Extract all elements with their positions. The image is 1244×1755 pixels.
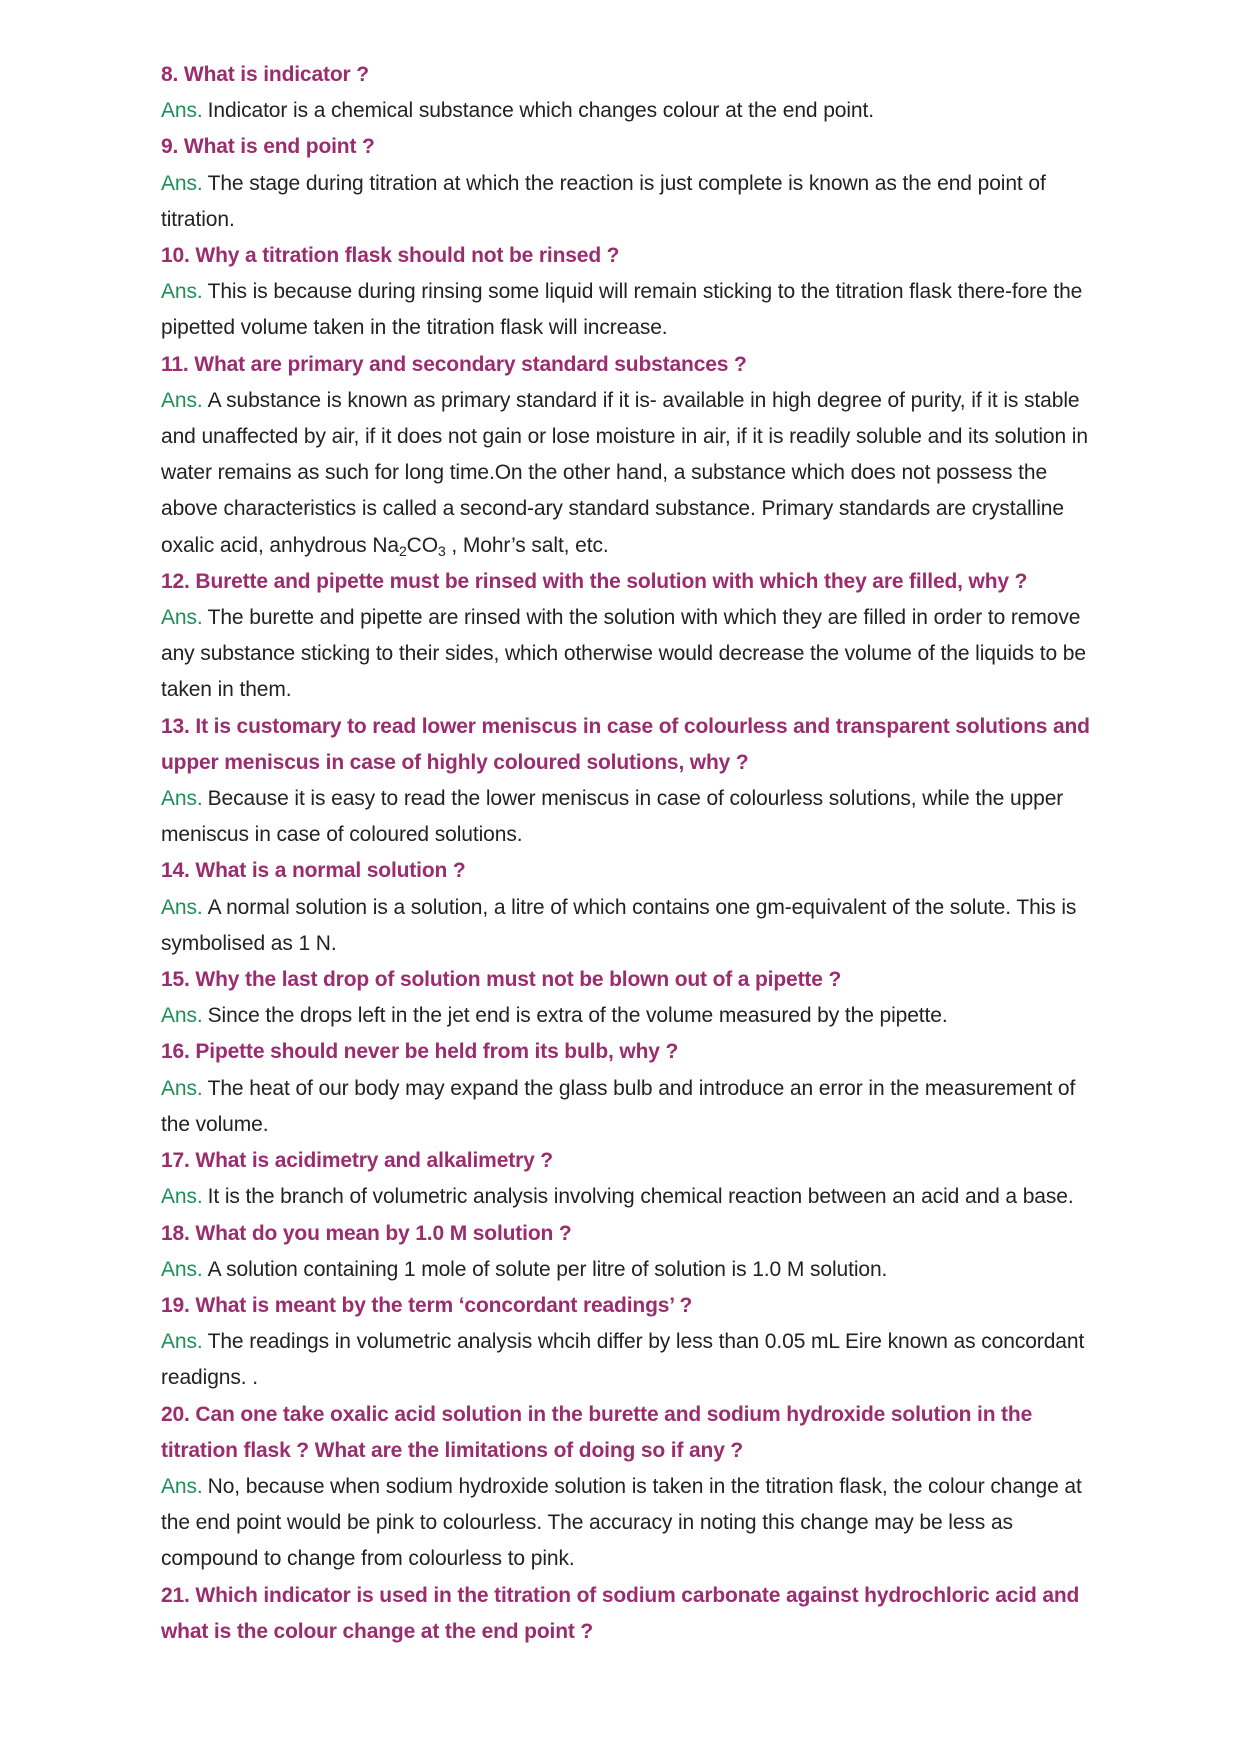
question-18: 18. What do you mean by 1.0 M solution ?: [161, 1221, 572, 1245]
question-9: 9. What is end point ?: [161, 135, 375, 159]
answer-text: The stage during titration at which the reaction is just complete is known as the end point of titration.: [161, 171, 1046, 231]
answer-13: [161, 781, 1091, 853]
answer-label: Ans.: [161, 1330, 203, 1354]
answer-text-end: , Mohr’s salt, etc.: [445, 533, 609, 557]
qa-document: [161, 57, 1091, 1650]
answer-18: [161, 1252, 1091, 1288]
answer-12: [161, 600, 1091, 709]
answer-label: Ans.: [161, 1076, 203, 1100]
answer-11: [161, 383, 1091, 564]
answer-label: Ans.: [161, 1185, 203, 1209]
question-12: 12. Burette and pipette must be rinsed with the solution with which they are filled, why ?: [161, 569, 1028, 593]
question-19: 19. What is meant by the term ‘concordant readings’ ?: [161, 1293, 693, 1317]
subscript-3: 3: [437, 542, 446, 559]
subscript-2: 2: [398, 542, 407, 559]
answer-label: Ans.: [161, 280, 203, 304]
answer-15: [161, 998, 1091, 1034]
question-13: 13. It is customary to read lower meniscus in case of colourless and transparent solutions and upper meniscus in case of highly coloured solutions, why ?: [161, 714, 1090, 774]
question-21: 21. Which indicator is used in the titration of sodium carbonate against hydrochloric acid and what is the colour change at the end point ?: [161, 1583, 1080, 1643]
answer-label: Ans.: [161, 99, 203, 123]
answer-label: Ans.: [161, 895, 203, 919]
question-11: 11. What are primary and secondary standard substances ?: [161, 352, 747, 376]
answer-text: This is because during rinsing some liquid will remain sticking to the titration flask there-fore the pipetted volume taken in the titration flask will increase.: [161, 280, 1083, 340]
answer-text: The burette and pipette are rinsed with the solution with which they are filled in order to remove any substance sticking to their sides, which otherwise would decrease the volume of the liquids to be taken in them.: [161, 606, 1086, 702]
answer-text: A solution containing 1 mole of solute per litre of solution is 1.0 M solution.: [207, 1257, 888, 1281]
answer-label: Ans.: [161, 388, 203, 412]
answer-label: Ans.: [161, 1257, 203, 1281]
question-16: 16. Pipette should never be held from its bulb, why ?: [161, 1040, 679, 1064]
answer-16: [161, 1071, 1091, 1143]
question-14: 14. What is a normal solution ?: [161, 859, 466, 883]
answer-20: [161, 1469, 1091, 1578]
answer-text: Since the drops left in the jet end is extra of the volume measured by the pipette.: [207, 1004, 948, 1028]
answer-label: Ans.: [161, 171, 203, 195]
answer-text: Indicator is a chemical substance which changes colour at the end point.: [207, 99, 874, 123]
answer-17: [161, 1179, 1091, 1215]
answer-text: It is the branch of volumetric analysis involving chemical reaction between an acid and a base.: [207, 1185, 1074, 1209]
question-15: 15. Why the last drop of solution must not be blown out of a pipette ?: [161, 968, 842, 992]
answer-text: A normal solution is a solution, a litre of which contains one gm-equivalent of the solute. This is symbolised as 1 N.: [161, 895, 1077, 955]
question-8: 8. What is indicator ?: [161, 63, 369, 86]
answer-8: [161, 93, 1091, 129]
answer-text: The heat of our body may expand the glass bulb and introduce an error in the measurement of the volume.: [161, 1076, 1076, 1136]
answer-text: Because it is easy to read the lower meniscus in case of colourless solutions, while the upper meniscus in case of coloured solutions.: [161, 787, 1064, 847]
answer-9: [161, 166, 1091, 238]
answer-label: Ans.: [161, 787, 203, 811]
question-17: 17. What is acidimetry and alkalimetry ?: [161, 1149, 553, 1173]
answer-10: [161, 274, 1091, 346]
answer-14: [161, 890, 1091, 962]
answer-text: No, because when sodium hydroxide solution is taken in the titration flask, the colour change at the end point would be pink to colourless. The accuracy in noting this change may be less as compound to change from colourless to pink.: [161, 1474, 1082, 1571]
answer-19: [161, 1324, 1091, 1396]
answer-label: Ans.: [161, 606, 203, 630]
answer-text: A substance is known as primary standard if it is- available in high degree of purity, if it is stable and unaffected by air, if it does not gain or lose moisture in air, if it is readily soluble and its solution in water remains as such for long time.On the other hand, a substance which does not possess the above characteristics is called a second-ary standard substance. Primary standards are crystalline oxalic acid, anhydrous Na: [161, 388, 1088, 557]
answer-label: Ans.: [161, 1474, 203, 1498]
answer-text-co: CO: [406, 533, 438, 557]
answer-text: The readings in volumetric analysis whcih differ by less than 0.05 mL Eire known as concordant readigns. .: [161, 1330, 1085, 1390]
question-10: 10. Why a titration flask should not be rinsed ?: [161, 244, 620, 268]
answer-label: Ans.: [161, 1004, 203, 1028]
question-20: 20. Can one take oxalic acid solution in the burette and sodium hydroxide solution in the titration flask ? What are the limitations of doing so if any ?: [161, 1402, 1033, 1462]
